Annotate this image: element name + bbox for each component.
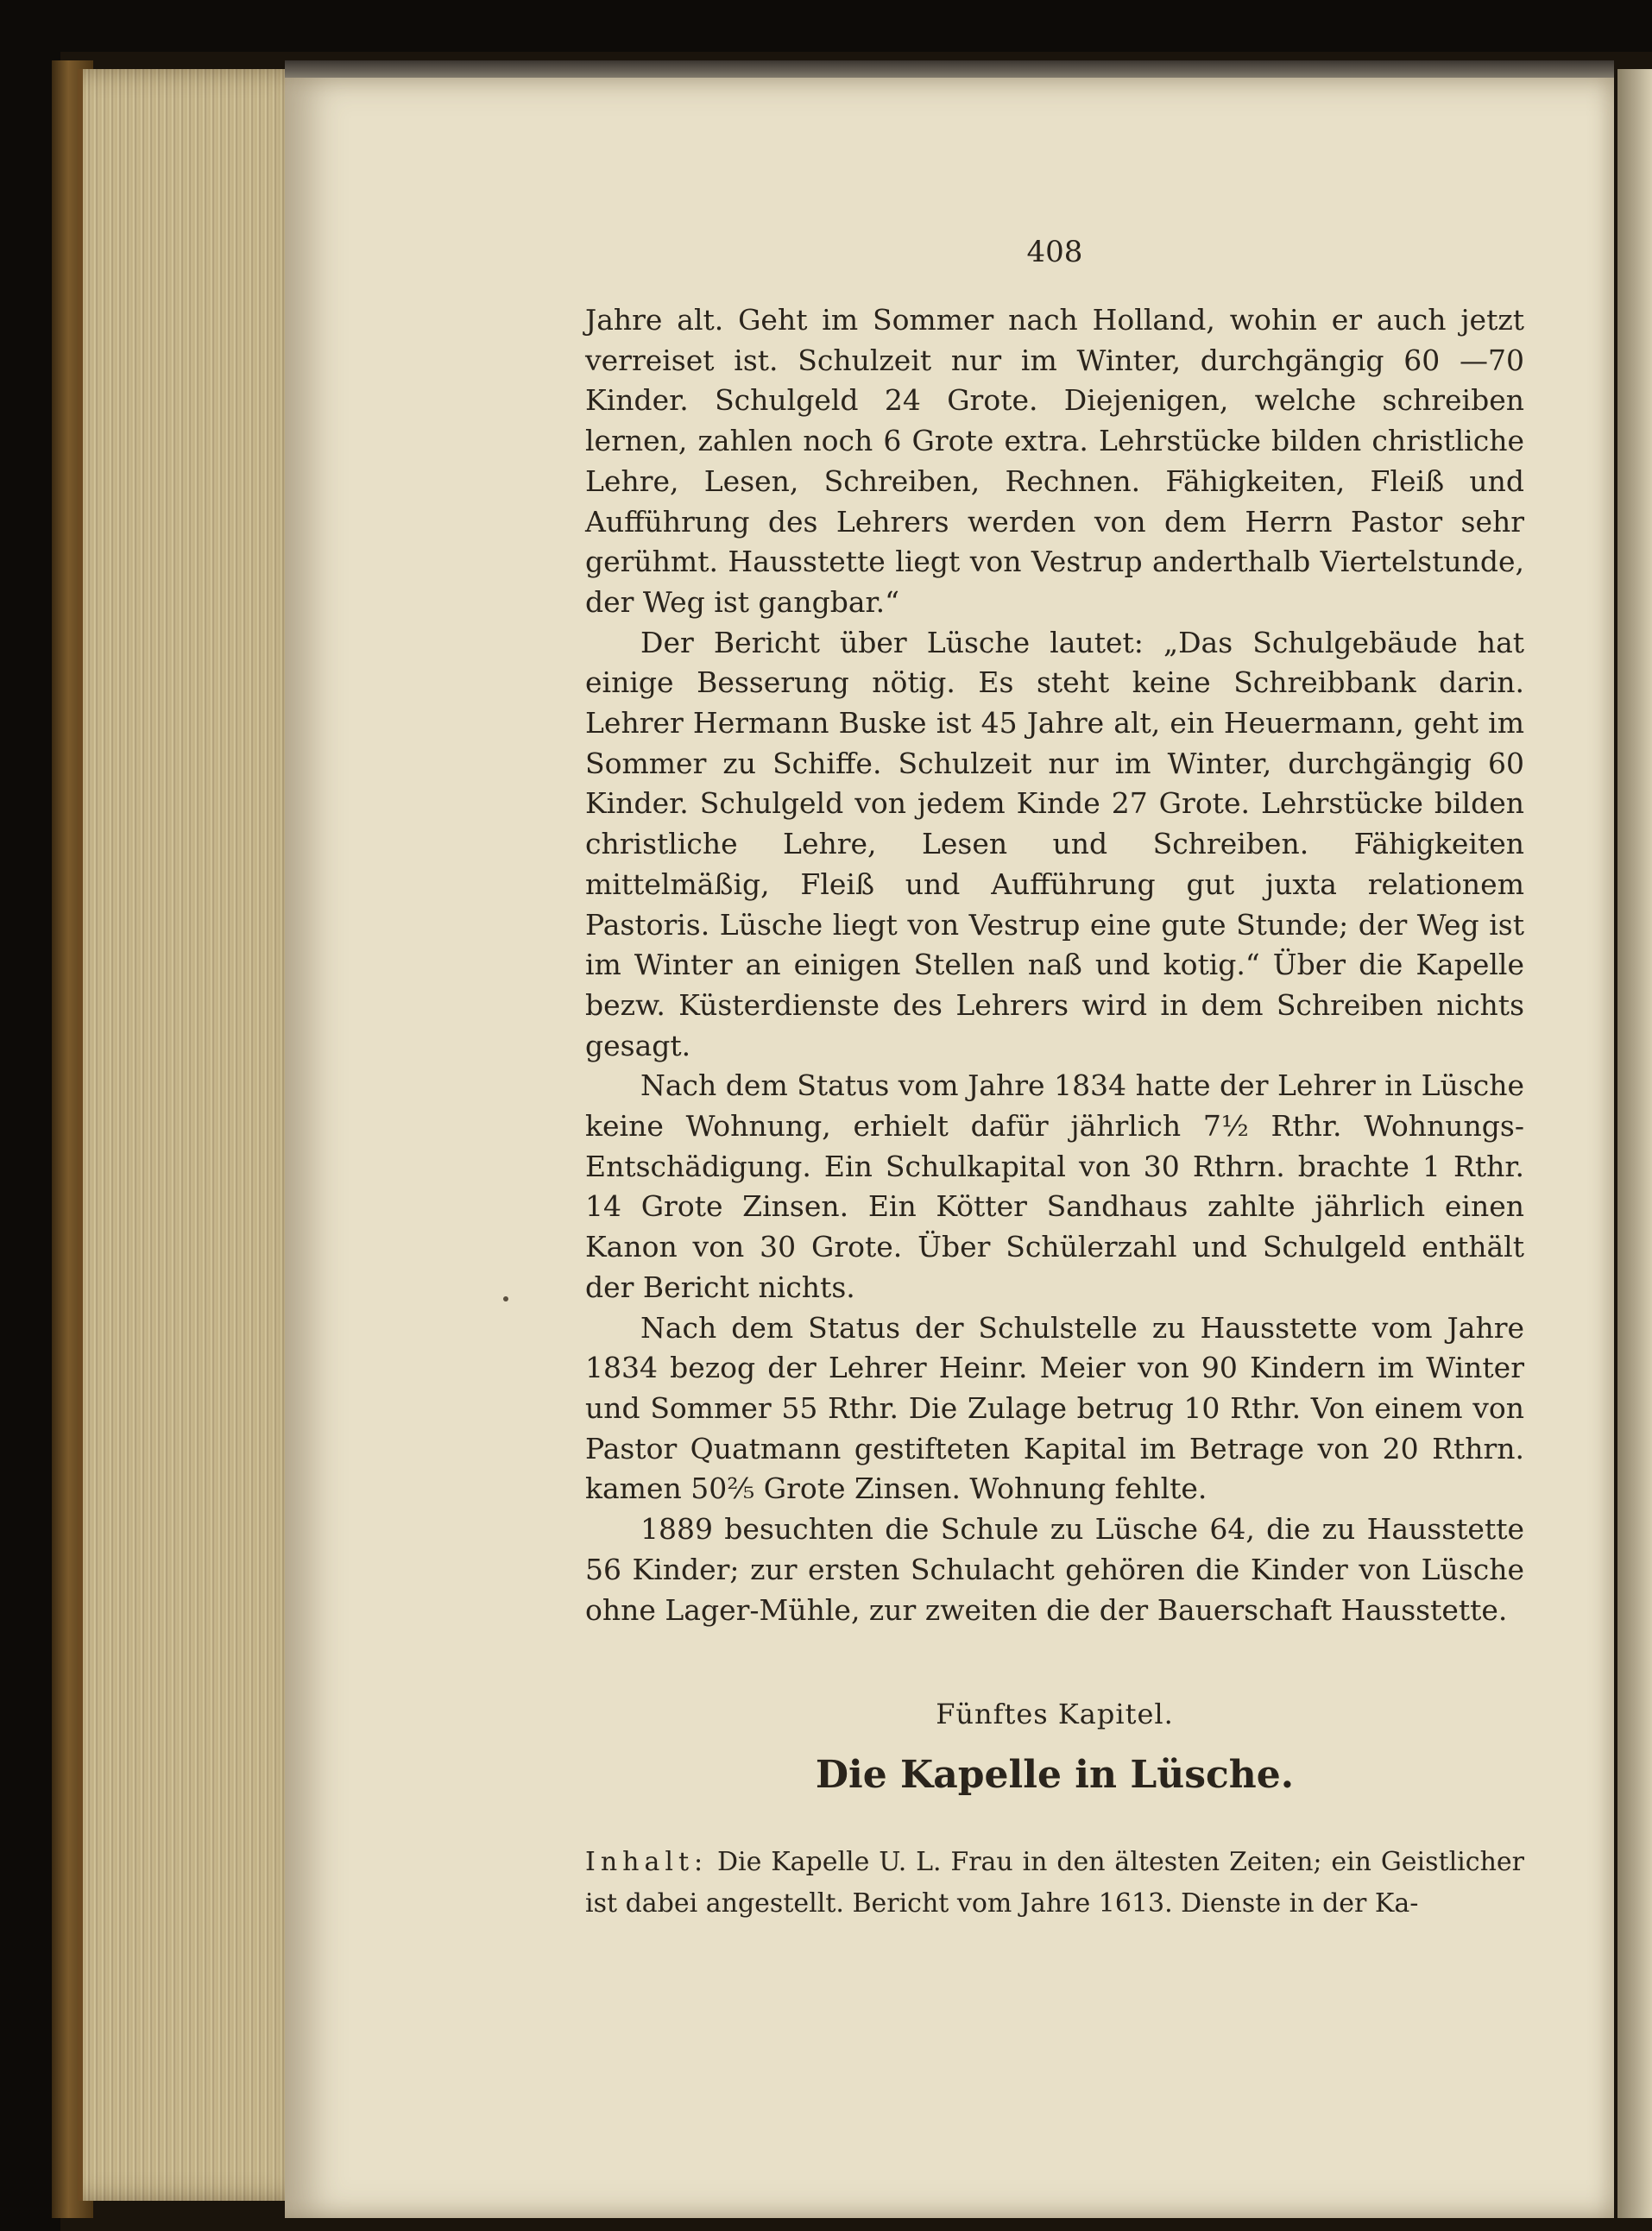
chapter-title: Die Kapelle in Lüsche. bbox=[815, 1753, 1295, 1798]
chapter-summary bbox=[585, 1842, 1524, 1925]
paragraph-4: Nach dem Status der Schulstelle zu Hausstette vom Jahre 1834 bezog der Lehrer Heinr. Meier von 90 Kindern im Winter und Sommer 55 Rthr. Die Zulage betrug 10 Rthr. Von einem von Pastor Quatmann gestifteten Kapital im Betrage von 20 Rthrn. kamen 50⅖ Grote Zinsen. Wohnung fehlte. bbox=[585, 1310, 1524, 1506]
page-number: 408 bbox=[1026, 235, 1083, 269]
page-content bbox=[585, 235, 1524, 1925]
paragraph-3: Nach dem Status vom Jahre 1834 hatte der Lehrer in Lüsche keine Wohnung, erhielt dafür jährlich 7½ Rthr. Wohnungs-Entschädigung. Ein Schulkapital von 30 Rthrn. brachte 1 Rthr. 14 Grote Zinsen. Ein Kötter Sandhaus zahlte jährlich einen Kanon von 30 Grote. Über Schülerzahl und Schulgeld enthält der Bericht nichts. bbox=[585, 1068, 1524, 1304]
summary-label: Inhalt: bbox=[585, 1847, 709, 1878]
paragraph-2: Der Bericht über Lüsche lautet: „Das Schulgebäude hat einige Besserung nötig. Es steht keine Schreibbank darin. Lehrer Hermann Buske ist 45 Jahre alt, ein Heuermann, geht im Sommer zu Schiffe. Schulzeit nur im Winter, durchgängig 60 Kinder. Schulgeld von jedem Kinde 27 Grote. Lehrstücke bilden christliche Lehre, Lesen und Schreiben. Fähigkeiten mittelmäßig, Fleiß und Aufführung gut juxta relationem Pastoris. Lüsche liegt von Vestrup eine gute Stunde; der Weg ist im Winter an einigen Stellen naß und kotig.“ Über die Kapelle bezw. Küsterdienste des Lehrers wird in dem Schreiben nichts gesagt. bbox=[585, 625, 1524, 1062]
body-text bbox=[585, 300, 1524, 1630]
facing-page-edge bbox=[1617, 69, 1652, 2218]
paragraph-5: 1889 besuchten die Schule zu Lüsche 64, die zu Hausstette 56 Kinder; zur ersten Schulacht gehören die Kinder von Lüsche ohne Lager-Mühle, zur zweiten die der Bauerschaft Hausstette. bbox=[585, 1512, 1524, 1627]
ink-speck bbox=[503, 1296, 508, 1301]
page-edges-stack bbox=[78, 69, 316, 2201]
summary-text: Die Kapelle U. L. Frau in den ältesten Zeiten; ein Geistlicher ist dabei angestellt. Bericht vom Jahre 1613. Dienste in der Ka- bbox=[585, 1847, 1524, 1919]
chapter-label: Fünftes Kapitel. bbox=[936, 1698, 1174, 1731]
paragraph-1: Jahre alt. Geht im Sommer nach Holland, wohin er auch jetzt verreiset ist. Schulzeit nur im Winter, durchgängig 60 —70 Kinder. Schulgeld 24 Grote. Diejenigen, welche schreiben lernen, zahlen noch 6 Grote extra. Lehrstücke bilden christliche Lehre, Lesen, Schreiben, Rechnen. Fähigkeiten, Fleiß und Aufführung des Lehrers werden von dem Herrn Pastor sehr gerühmt. Hausstette liegt von Vestrup anderthalb Viertelstunde, der Weg ist gangbar.“ bbox=[585, 303, 1524, 619]
